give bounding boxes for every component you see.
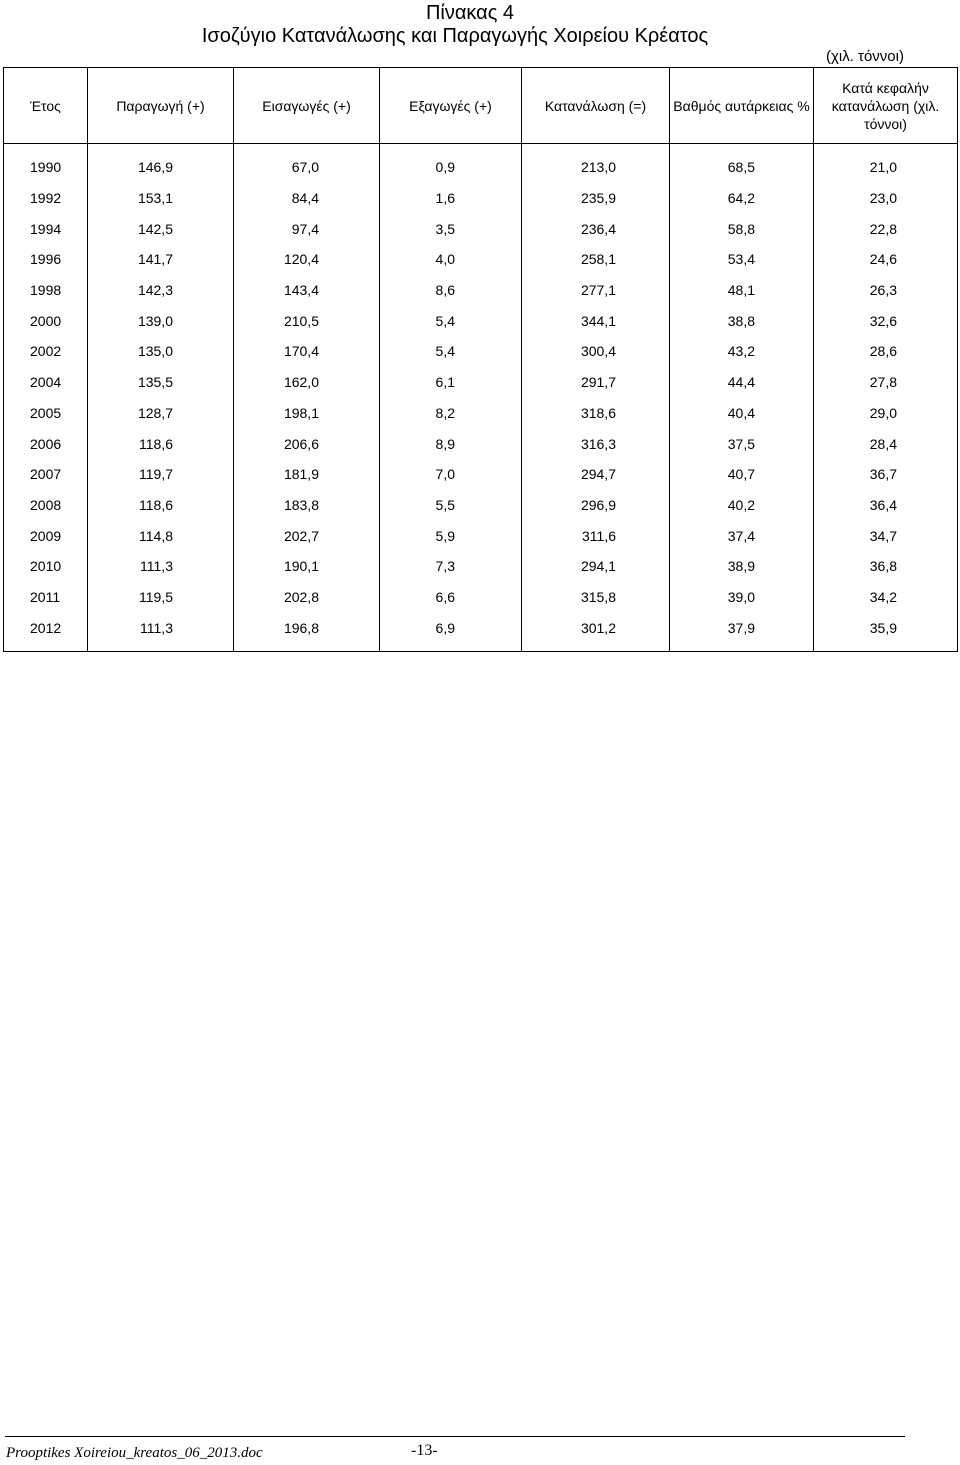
- cell-year: 2004: [4, 367, 88, 398]
- table-row: [4, 398, 958, 429]
- cell-consumption: 301,2: [522, 612, 670, 651]
- cell-production: 118,6: [88, 428, 234, 459]
- cell-self-sufficiency: 37,9: [670, 612, 814, 651]
- cell-year: 1998: [4, 275, 88, 306]
- cell-per-capita: 32,6: [869, 312, 897, 329]
- cell-self-sufficiency: 39,0: [670, 582, 814, 613]
- cell-production: 119,5: [88, 582, 234, 613]
- cell-imports: 202,7: [234, 520, 380, 551]
- cell-imports: 198,1: [234, 398, 380, 429]
- cell-year: 2000: [4, 305, 88, 336]
- table-row: [4, 490, 958, 521]
- footer-filename: Prooptikes Xoireiou_kreatos_06_2013.doc: [6, 1445, 263, 1461]
- cell-year: 2010: [4, 551, 88, 582]
- title-block: [0, 0, 910, 48]
- cell-self-sufficiency: 38,9: [670, 551, 814, 582]
- cell-per-capita: 27,8: [869, 374, 897, 391]
- cell-self-sufficiency: 44,4: [670, 367, 814, 398]
- table-body: [4, 144, 958, 652]
- cell-production: 135,5: [88, 367, 234, 398]
- cell-production: 142,3: [88, 275, 234, 306]
- cell-imports: 202,8: [234, 582, 380, 613]
- cell-imports: 97,4: [234, 213, 380, 244]
- cell-consumption: 294,7: [522, 459, 670, 490]
- cell-year: 1990: [4, 144, 88, 183]
- cell-exports: 6,9: [380, 612, 522, 651]
- table-row: [4, 428, 958, 459]
- cell-imports: 120,4: [234, 244, 380, 275]
- footer-page-number: -13-: [411, 1442, 438, 1459]
- cell-production: 118,6: [88, 490, 234, 521]
- cell-exports: 7,3: [380, 551, 522, 582]
- cell-year: 1992: [4, 183, 88, 214]
- cell-production: 114,8: [88, 520, 234, 551]
- cell-self-sufficiency: 37,4: [670, 520, 814, 551]
- cell-per-capita: 24,6: [869, 251, 897, 268]
- cell-production: 111,3: [88, 612, 234, 651]
- page-subtitle: Ισοζύγιο Κατανάλωσης και Παραγωγής Χοιρείου Κρέατος: [201, 25, 709, 47]
- cell-consumption: 277,1: [522, 275, 670, 306]
- cell-consumption: 316,3: [522, 428, 670, 459]
- cell-self-sufficiency: 40,4: [670, 398, 814, 429]
- cell-imports: 181,9: [234, 459, 380, 490]
- cell-production: 111,3: [88, 551, 234, 582]
- unit-note: (χιλ. τόννοι): [826, 48, 904, 65]
- cell-year: 1996: [4, 244, 88, 275]
- cell-imports: 84,4: [234, 183, 380, 214]
- cell-exports: 1,6: [380, 183, 522, 214]
- cell-production: 142,5: [88, 213, 234, 244]
- page-title: Πίνακας 4: [425, 2, 515, 24]
- cell-production: 139,0: [88, 305, 234, 336]
- balance-table: [3, 67, 958, 652]
- table-row: [4, 459, 958, 490]
- cell-consumption: 318,6: [522, 398, 670, 429]
- cell-per-capita: 36,4: [869, 496, 897, 513]
- cell-per-capita: 21,0: [869, 159, 897, 176]
- cell-exports: 8,9: [380, 428, 522, 459]
- cell-year: 2009: [4, 520, 88, 551]
- col-header-imports: Εισαγωγές (+): [234, 68, 380, 144]
- cell-consumption: 294,1: [522, 551, 670, 582]
- col-header-year: Έτος: [4, 68, 88, 144]
- cell-production: 146,9: [88, 144, 234, 183]
- cell-exports: 7,0: [380, 459, 522, 490]
- col-header-consumption: Κατανάλωση (=): [522, 68, 670, 144]
- table-row: [4, 367, 958, 398]
- table-row: [4, 275, 958, 306]
- cell-per-capita: 29,0: [869, 404, 897, 421]
- cell-self-sufficiency: 58,8: [670, 213, 814, 244]
- cell-per-capita: 36,7: [869, 466, 897, 483]
- cell-self-sufficiency: 37,5: [670, 428, 814, 459]
- table-row: [4, 144, 958, 183]
- table-row: [4, 612, 958, 651]
- cell-exports: 6,6: [380, 582, 522, 613]
- cell-self-sufficiency: 68,5: [670, 144, 814, 183]
- cell-imports: 143,4: [234, 275, 380, 306]
- cell-production: 153,1: [88, 183, 234, 214]
- cell-self-sufficiency: 43,2: [670, 336, 814, 367]
- cell-self-sufficiency: 48,1: [670, 275, 814, 306]
- cell-per-capita: 28,4: [869, 435, 897, 452]
- cell-consumption: 300,4: [522, 336, 670, 367]
- cell-imports: 196,8: [234, 612, 380, 651]
- cell-exports: 8,6: [380, 275, 522, 306]
- cell-production: 128,7: [88, 398, 234, 429]
- cell-exports: 5,4: [380, 336, 522, 367]
- cell-production: 119,7: [88, 459, 234, 490]
- cell-exports: 3,5: [380, 213, 522, 244]
- cell-per-capita: 34,2: [869, 588, 897, 605]
- cell-consumption: 296,9: [522, 490, 670, 521]
- footer-divider: [5, 1436, 905, 1437]
- cell-imports: 206,6: [234, 428, 380, 459]
- cell-per-capita: 28,6: [869, 343, 897, 360]
- cell-exports: 0,9: [380, 144, 522, 183]
- cell-self-sufficiency: 53,4: [670, 244, 814, 275]
- cell-year: 2002: [4, 336, 88, 367]
- cell-per-capita: 23,0: [869, 190, 897, 207]
- cell-per-capita: 35,9: [869, 619, 897, 636]
- cell-consumption: 213,0: [522, 144, 670, 183]
- cell-year: 2012: [4, 612, 88, 651]
- cell-imports: 170,4: [234, 336, 380, 367]
- col-header-exports: Εξαγωγές (+): [380, 68, 522, 144]
- cell-year: 2007: [4, 459, 88, 490]
- cell-consumption: 291,7: [522, 367, 670, 398]
- table-row: [4, 336, 958, 367]
- col-header-per-capita: Κατά κεφαλήν κατανάλωση (χιλ. τόννοι): [831, 79, 940, 132]
- cell-production: 135,0: [88, 336, 234, 367]
- cell-imports: 162,0: [234, 367, 380, 398]
- cell-exports: 5,5: [380, 490, 522, 521]
- cell-year: 2011: [4, 582, 88, 613]
- cell-imports: 190,1: [234, 551, 380, 582]
- cell-per-capita: 34,7: [869, 527, 897, 544]
- cell-self-sufficiency: 64,2: [670, 183, 814, 214]
- table-row: [4, 305, 958, 336]
- cell-imports: 67,0: [234, 144, 380, 183]
- cell-self-sufficiency: 38,8: [670, 305, 814, 336]
- cell-per-capita: 26,3: [869, 282, 897, 299]
- table-row: [4, 520, 958, 551]
- table-row: [4, 213, 958, 244]
- table-header-row: [4, 68, 958, 144]
- table-row: [4, 244, 958, 275]
- cell-exports: 5,4: [380, 305, 522, 336]
- cell-consumption: 236,4: [522, 213, 670, 244]
- cell-consumption: 315,8: [522, 582, 670, 613]
- cell-exports: 5,9: [380, 520, 522, 551]
- cell-imports: 210,5: [234, 305, 380, 336]
- cell-production: 141,7: [88, 244, 234, 275]
- cell-year: 1994: [4, 213, 88, 244]
- cell-consumption: 344,1: [522, 305, 670, 336]
- cell-per-capita: 22,8: [869, 220, 897, 237]
- table-row: [4, 551, 958, 582]
- cell-year: 2008: [4, 490, 88, 521]
- cell-year: 2006: [4, 428, 88, 459]
- cell-exports: 8,2: [380, 398, 522, 429]
- cell-consumption: 235,9: [522, 183, 670, 214]
- cell-self-sufficiency: 40,7: [670, 459, 814, 490]
- cell-self-sufficiency: 40,2: [670, 490, 814, 521]
- cell-exports: 6,1: [380, 367, 522, 398]
- cell-consumption: 311,6: [522, 520, 670, 551]
- table-row: [4, 183, 958, 214]
- col-header-production: Παραγωγή (+): [88, 68, 234, 144]
- col-header-self-sufficiency: Βαθμός αυτάρκειας %: [670, 68, 814, 144]
- cell-year: 2005: [4, 398, 88, 429]
- cell-per-capita: 36,8: [869, 558, 897, 575]
- cell-imports: 183,8: [234, 490, 380, 521]
- table-row: [4, 582, 958, 613]
- cell-consumption: 258,1: [522, 244, 670, 275]
- cell-exports: 4,0: [380, 244, 522, 275]
